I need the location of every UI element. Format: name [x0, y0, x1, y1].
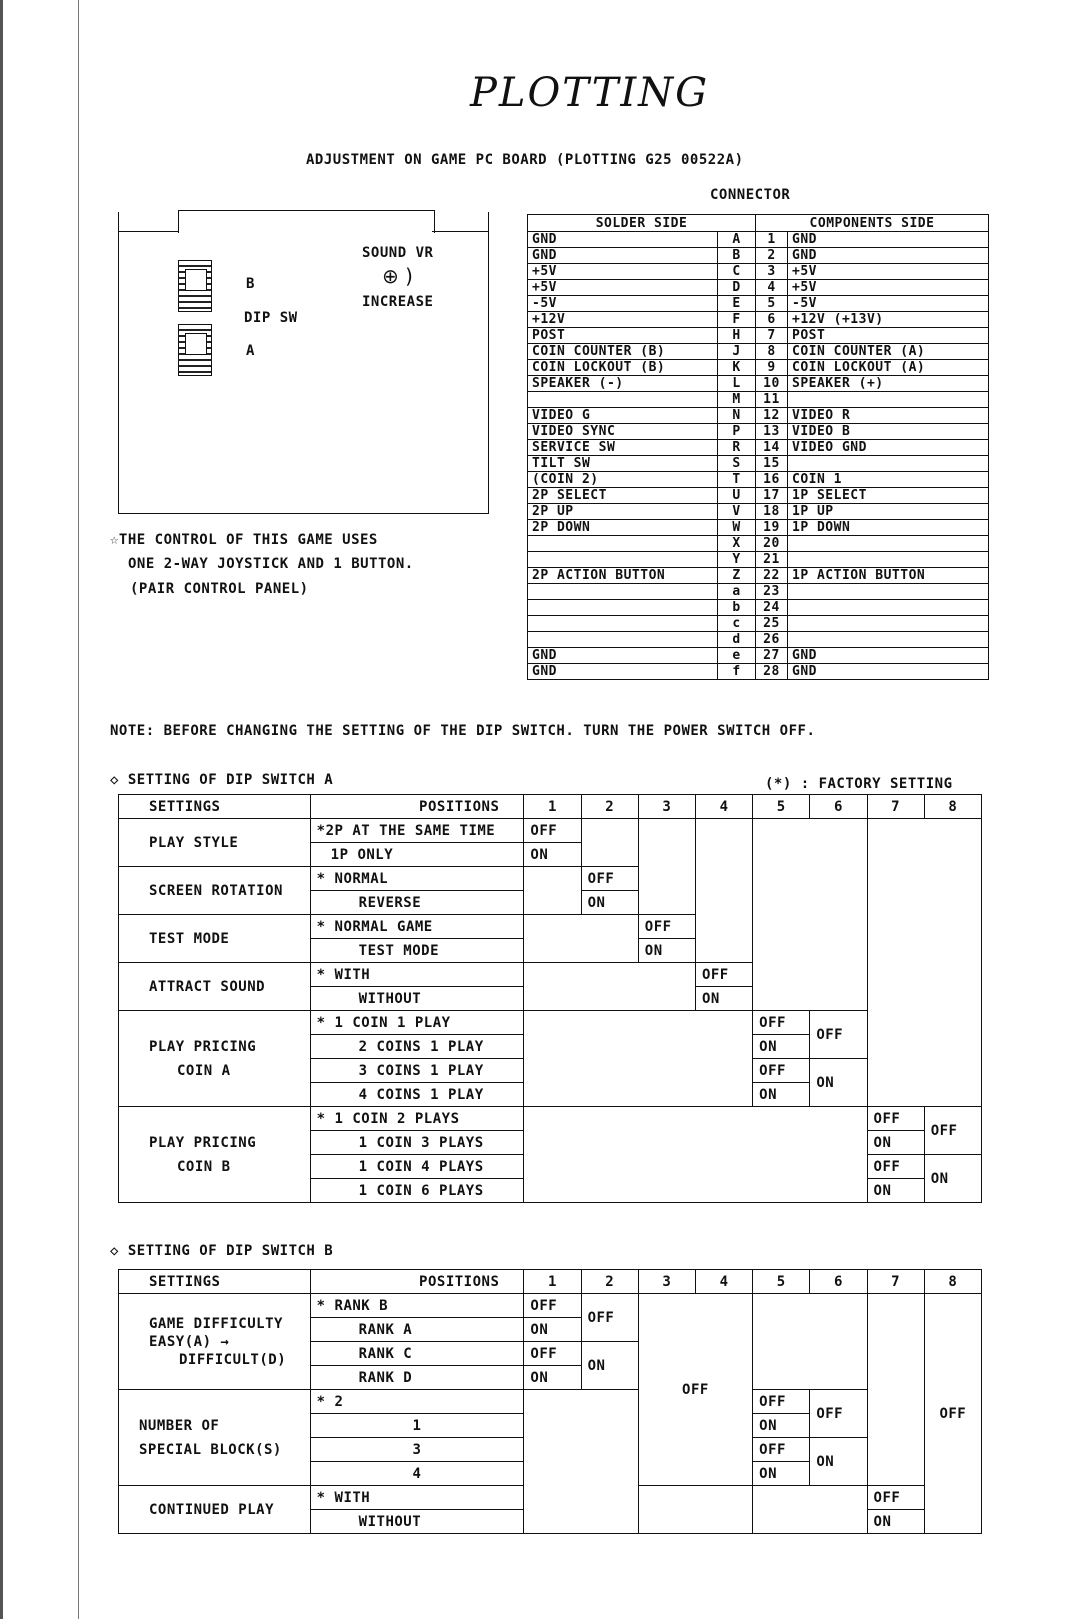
solder-side-signal: 2P DOWN: [528, 520, 718, 536]
special-blocks-subtitle: SPECIAL BLOCK(S): [139, 1441, 282, 1458]
components-side-signal: COIN 1: [788, 472, 989, 488]
dip-a-header-row: [119, 795, 982, 819]
table-row: [528, 376, 989, 392]
switch-value: OFF: [753, 1438, 810, 1462]
table-row: [528, 424, 989, 440]
switch-value: ON: [810, 1059, 867, 1107]
component-pin-number: 25: [756, 616, 788, 632]
empty-cell: [581, 819, 638, 867]
empty-cell: [524, 1011, 753, 1107]
component-pin-number: 21: [756, 552, 788, 568]
empty-cell: [753, 1486, 867, 1534]
components-side-signal: [788, 536, 989, 552]
table-row: [528, 600, 989, 616]
solder-side-signal: [528, 392, 718, 408]
switch-2-header: 2: [581, 1270, 638, 1294]
empty-cell: [638, 1486, 752, 1534]
switch-value: OFF: [924, 1107, 981, 1155]
solder-pin-letter: C: [718, 264, 756, 280]
test-mode-option: TEST MODE: [310, 939, 524, 963]
positions-header: POSITIONS: [310, 1270, 524, 1294]
component-pin-number: 26: [756, 632, 788, 648]
components-side-header: COMPONENTS SIDE: [756, 215, 989, 232]
switch-value: OFF: [581, 867, 638, 891]
dip-switch-a-icon: [178, 324, 212, 376]
empty-cell: [524, 915, 638, 963]
connector-header-row: [528, 215, 989, 232]
solder-side-header: SOLDER SIDE: [528, 215, 756, 232]
attract-sound-label: ATTRACT SOUND: [119, 963, 311, 1011]
play-pricing-label: PLAY PRICING: [149, 1134, 257, 1151]
component-pin-number: 9: [756, 360, 788, 376]
table-row: [528, 248, 989, 264]
table-row: [119, 1294, 982, 1318]
component-pin-number: 27: [756, 648, 788, 664]
table-row: [528, 344, 989, 360]
solder-pin-letter: T: [718, 472, 756, 488]
components-side-signal: VIDEO GND: [788, 440, 989, 456]
table-row: [528, 616, 989, 632]
game-difficulty-label: [119, 1294, 311, 1390]
switch-8-header: 8: [924, 795, 981, 819]
empty-cell: [524, 867, 581, 915]
difficulty-option: * RANK B: [310, 1294, 524, 1318]
table-row: [528, 264, 989, 280]
switch-3-4-value: OFF: [638, 1294, 752, 1486]
play-pricing-label: PLAY PRICING: [149, 1038, 257, 1055]
settings-header: SETTINGS: [119, 1270, 311, 1294]
switch-3-header: 3: [638, 1270, 695, 1294]
switch-value: ON: [638, 939, 695, 963]
table-row: [119, 1107, 982, 1131]
solder-pin-letter: V: [718, 504, 756, 520]
switch-7-header: 7: [867, 1270, 924, 1294]
switch-value: ON: [524, 1366, 581, 1390]
solder-pin-letter: U: [718, 488, 756, 504]
component-pin-number: 18: [756, 504, 788, 520]
solder-pin-letter: R: [718, 440, 756, 456]
board-connector-tab: [178, 210, 435, 233]
component-pin-number: 28: [756, 664, 788, 680]
components-side-signal: [788, 616, 989, 632]
components-side-signal: [788, 632, 989, 648]
solder-pin-letter: A: [718, 232, 756, 248]
difficulty-option: RANK D: [310, 1366, 524, 1390]
solder-side-signal: SPEAKER (-): [528, 376, 718, 392]
component-pin-number: 23: [756, 584, 788, 600]
solder-pin-letter: Y: [718, 552, 756, 568]
components-side-signal: GND: [788, 248, 989, 264]
control-note-line-1: ☆THE CONTROL OF THIS GAME USES: [110, 532, 378, 548]
switch-value: ON: [581, 1342, 638, 1390]
switch-value: ON: [753, 1083, 810, 1107]
board-edge-right: [432, 231, 489, 232]
switch-value: ON: [924, 1155, 981, 1203]
components-side-signal: -5V: [788, 296, 989, 312]
switch-value: ON: [867, 1131, 924, 1155]
table-row: [528, 584, 989, 600]
solder-side-signal: GND: [528, 648, 718, 664]
component-pin-number: 6: [756, 312, 788, 328]
component-pin-number: 12: [756, 408, 788, 424]
continued-play-option: WITHOUT: [310, 1510, 524, 1534]
coin-a-label: COIN A: [177, 1062, 231, 1079]
table-row: [528, 280, 989, 296]
switch-value: ON: [524, 1318, 581, 1342]
switch-value: OFF: [524, 1342, 581, 1366]
special-blocks-option: * 2: [310, 1390, 524, 1414]
solder-side-signal: POST: [528, 328, 718, 344]
solder-pin-letter: X: [718, 536, 756, 552]
board-edge-left: [118, 231, 179, 232]
switch-1-header: 1: [524, 1270, 581, 1294]
components-side-signal: 1P UP: [788, 504, 989, 520]
component-pin-number: 7: [756, 328, 788, 344]
components-side-signal: VIDEO R: [788, 408, 989, 424]
components-side-signal: +5V: [788, 280, 989, 296]
components-side-signal: COIN LOCKOUT (A): [788, 360, 989, 376]
control-note-line-3: (PAIR CONTROL PANEL): [130, 581, 309, 597]
control-note-line-2: ONE 2-WAY JOYSTICK AND 1 BUTTON.: [128, 556, 414, 572]
screen-rotation-option: * NORMAL: [310, 867, 524, 891]
solder-pin-letter: c: [718, 616, 756, 632]
table-row: [528, 472, 989, 488]
switch-8-header: 8: [924, 1270, 981, 1294]
components-side-signal: [788, 584, 989, 600]
dip-a-heading: ◇ SETTING OF DIP SWITCH A: [110, 772, 334, 788]
scan-edge-line: [78, 0, 79, 1619]
coin-b-option: 1 COIN 4 PLAYS: [310, 1155, 524, 1179]
table-row: [528, 488, 989, 504]
switch-value: OFF: [524, 1294, 581, 1318]
scan-edge-shadow: [0, 0, 3, 1619]
solder-pin-letter: J: [718, 344, 756, 360]
solder-pin-letter: D: [718, 280, 756, 296]
table-row: [528, 536, 989, 552]
coin-a-option: * 1 COIN 1 PLAY: [310, 1011, 524, 1035]
solder-side-signal: GND: [528, 664, 718, 680]
component-pin-number: 11: [756, 392, 788, 408]
components-side-signal: 1P ACTION BUTTON: [788, 568, 989, 584]
solder-pin-letter: F: [718, 312, 756, 328]
solder-side-signal: [528, 536, 718, 552]
play-style-label: PLAY STYLE: [119, 819, 311, 867]
components-side-signal: GND: [788, 232, 989, 248]
switch-3-header: 3: [638, 795, 695, 819]
difficulty-range-end: DIFFICULT(D): [179, 1351, 287, 1368]
solder-pin-letter: E: [718, 296, 756, 312]
table-row: [528, 296, 989, 312]
page-subtitle: ADJUSTMENT ON GAME PC BOARD (PLOTTING G25 00522A): [306, 152, 744, 168]
coin-a-option: 3 COINS 1 PLAY: [310, 1059, 524, 1083]
switch-value: OFF: [753, 1059, 810, 1083]
empty-cell: [524, 963, 696, 1011]
dip-change-note: NOTE: BEFORE CHANGING THE SETTING OF THE DIP SWITCH. TURN THE POWER SWITCH OFF.: [110, 723, 816, 739]
solder-pin-letter: f: [718, 664, 756, 680]
switch-value: OFF: [581, 1294, 638, 1342]
switch-value: OFF: [810, 1011, 867, 1059]
switch-value: ON: [753, 1462, 810, 1486]
dip-b-header-row: [119, 1270, 982, 1294]
solder-pin-letter: K: [718, 360, 756, 376]
switch-value: OFF: [867, 1107, 924, 1131]
play-pricing-coin-a-label: [119, 1011, 311, 1107]
test-mode-label: TEST MODE: [119, 915, 311, 963]
switch-5-header: 5: [753, 1270, 810, 1294]
dip-switch-b-icon: [178, 260, 212, 312]
solder-pin-letter: B: [718, 248, 756, 264]
solder-side-signal: VIDEO G: [528, 408, 718, 424]
dip-b-label: B: [246, 276, 255, 292]
table-row: [528, 456, 989, 472]
empty-cell: [695, 819, 752, 963]
positions-header: POSITIONS: [310, 795, 524, 819]
switch-value: ON: [753, 1035, 810, 1059]
solder-side-signal: COIN LOCKOUT (B): [528, 360, 718, 376]
screen-rotation-label: SCREEN ROTATION: [119, 867, 311, 915]
difficulty-option: RANK C: [310, 1342, 524, 1366]
game-difficulty-title: GAME DIFFICULTY: [149, 1315, 283, 1332]
solder-pin-letter: W: [718, 520, 756, 536]
table-row: [528, 328, 989, 344]
switch-6-header: 6: [810, 795, 867, 819]
empty-cell: [753, 1294, 867, 1390]
solder-pin-letter: d: [718, 632, 756, 648]
solder-side-signal: GND: [528, 248, 718, 264]
solder-side-signal: TILT SW: [528, 456, 718, 472]
settings-header: SETTINGS: [119, 795, 311, 819]
dip-b-heading: ◇ SETTING OF DIP SWITCH B: [110, 1243, 334, 1259]
solder-side-signal: COIN COUNTER (B): [528, 344, 718, 360]
solder-side-signal: VIDEO SYNC: [528, 424, 718, 440]
solder-side-signal: 2P SELECT: [528, 488, 718, 504]
coin-b-option: * 1 COIN 2 PLAYS: [310, 1107, 524, 1131]
switch-1-header: 1: [524, 795, 581, 819]
solder-pin-letter: M: [718, 392, 756, 408]
coin-a-option: 4 COINS 1 PLAY: [310, 1083, 524, 1107]
empty-cell: [524, 1390, 638, 1534]
play-pricing-coin-b-label: [119, 1107, 311, 1203]
attract-sound-option: WITHOUT: [310, 987, 524, 1011]
switch-6-header: 6: [810, 1270, 867, 1294]
table-row: [528, 232, 989, 248]
components-side-signal: GND: [788, 648, 989, 664]
table-row: [528, 520, 989, 536]
solder-side-signal: [528, 584, 718, 600]
attract-sound-option: * WITH: [310, 963, 524, 987]
table-row: [528, 312, 989, 328]
component-pin-number: 15: [756, 456, 788, 472]
difficulty-option: RANK A: [310, 1318, 524, 1342]
connector-label: CONNECTOR: [710, 187, 791, 203]
solder-pin-letter: P: [718, 424, 756, 440]
switch-value: OFF: [867, 1486, 924, 1510]
solder-pin-letter: L: [718, 376, 756, 392]
solder-pin-letter: Z: [718, 568, 756, 584]
switch-8-value: OFF: [924, 1294, 981, 1534]
component-pin-number: 5: [756, 296, 788, 312]
component-pin-number: 24: [756, 600, 788, 616]
solder-pin-letter: a: [718, 584, 756, 600]
solder-side-signal: +12V: [528, 312, 718, 328]
table-row: [528, 664, 989, 680]
table-row: [528, 408, 989, 424]
component-pin-number: 4: [756, 280, 788, 296]
component-pin-number: 20: [756, 536, 788, 552]
table-row: [528, 568, 989, 584]
table-row: [528, 440, 989, 456]
special-blocks-option: 1: [310, 1414, 524, 1438]
solder-side-signal: +5V: [528, 280, 718, 296]
empty-cell: [867, 1294, 924, 1486]
dip-sw-label: DIP SW: [244, 310, 298, 326]
component-pin-number: 19: [756, 520, 788, 536]
solder-pin-letter: H: [718, 328, 756, 344]
empty-cell: [524, 1107, 867, 1203]
component-pin-number: 14: [756, 440, 788, 456]
component-pin-number: 10: [756, 376, 788, 392]
solder-pin-letter: e: [718, 648, 756, 664]
continued-play-option: * WITH: [310, 1486, 524, 1510]
components-side-signal: COIN COUNTER (A): [788, 344, 989, 360]
coin-b-option: 1 COIN 3 PLAYS: [310, 1131, 524, 1155]
table-row: [528, 552, 989, 568]
components-side-signal: [788, 552, 989, 568]
factory-setting-legend: (*) : FACTORY SETTING: [765, 776, 953, 792]
table-row: [528, 648, 989, 664]
component-pin-number: 16: [756, 472, 788, 488]
switch-value: ON: [753, 1414, 810, 1438]
switch-value: ON: [695, 987, 752, 1011]
component-pin-number: 22: [756, 568, 788, 584]
component-pin-number: 17: [756, 488, 788, 504]
coin-b-label: COIN B: [177, 1158, 231, 1175]
solder-side-signal: [528, 552, 718, 568]
components-side-signal: 1P DOWN: [788, 520, 989, 536]
special-blocks-label: [119, 1390, 311, 1486]
coin-b-option: 1 COIN 6 PLAYS: [310, 1179, 524, 1203]
solder-side-signal: (COIN 2): [528, 472, 718, 488]
continued-play-label: CONTINUED PLAY: [119, 1486, 311, 1534]
switch-value: OFF: [638, 915, 695, 939]
play-style-option: *2P AT THE SAME TIME: [310, 819, 524, 843]
solder-side-signal: GND: [528, 232, 718, 248]
table-row: [528, 392, 989, 408]
switch-value: ON: [810, 1438, 867, 1486]
switch-value: OFF: [810, 1390, 867, 1438]
switch-value: ON: [867, 1179, 924, 1203]
table-row: [528, 632, 989, 648]
dip-a-table: [118, 794, 982, 1203]
play-style-option: 1P ONLY: [310, 843, 524, 867]
screen-rotation-option: REVERSE: [310, 891, 524, 915]
solder-side-signal: [528, 616, 718, 632]
sound-vr-label: SOUND VR: [362, 245, 434, 261]
page-title: PLOTTING: [470, 70, 710, 116]
solder-side-signal: 2P UP: [528, 504, 718, 520]
connector-pinout-table: [527, 214, 989, 680]
solder-side-signal: [528, 600, 718, 616]
switch-value: OFF: [524, 819, 581, 843]
coin-a-option: 2 COINS 1 PLAY: [310, 1035, 524, 1059]
components-side-signal: +12V (+13V): [788, 312, 989, 328]
component-pin-number: 13: [756, 424, 788, 440]
switch-value: OFF: [753, 1390, 810, 1414]
solder-side-signal: [528, 632, 718, 648]
components-side-signal: GND: [788, 664, 989, 680]
switch-value: OFF: [695, 963, 752, 987]
difficulty-range-start: EASY(A) →: [149, 1333, 230, 1350]
dip-b-table: [118, 1269, 982, 1534]
solder-side-signal: SERVICE SW: [528, 440, 718, 456]
component-pin-number: 1: [756, 232, 788, 248]
switch-value: OFF: [753, 1011, 810, 1035]
table-row: [119, 1011, 982, 1035]
components-side-signal: SPEAKER (+): [788, 376, 989, 392]
empty-cell: [753, 819, 867, 1011]
switch-5-header: 5: [753, 795, 810, 819]
component-pin-number: 8: [756, 344, 788, 360]
components-side-signal: [788, 456, 989, 472]
components-side-signal: +5V: [788, 264, 989, 280]
volume-knob-icon: ⊕ ): [382, 264, 413, 288]
table-row: [119, 819, 982, 843]
empty-cell: [867, 819, 981, 1107]
components-side-signal: 1P SELECT: [788, 488, 989, 504]
dip-a-label: A: [246, 343, 255, 359]
switch-value: ON: [524, 843, 581, 867]
solder-pin-letter: S: [718, 456, 756, 472]
table-row: [119, 1390, 982, 1414]
switch-value: OFF: [867, 1155, 924, 1179]
switch-2-header: 2: [581, 795, 638, 819]
special-blocks-option: 3: [310, 1438, 524, 1462]
special-blocks-title: NUMBER OF: [139, 1417, 220, 1434]
components-side-signal: POST: [788, 328, 989, 344]
solder-side-signal: -5V: [528, 296, 718, 312]
solder-pin-letter: b: [718, 600, 756, 616]
switch-4-header: 4: [695, 795, 752, 819]
component-pin-number: 2: [756, 248, 788, 264]
switch-value: ON: [581, 891, 638, 915]
solder-side-signal: 2P ACTION BUTTON: [528, 568, 718, 584]
components-side-signal: [788, 600, 989, 616]
components-side-signal: VIDEO B: [788, 424, 989, 440]
table-row: [528, 504, 989, 520]
switch-7-header: 7: [867, 795, 924, 819]
increase-label: INCREASE: [362, 294, 434, 310]
components-side-signal: [788, 392, 989, 408]
switch-value: ON: [867, 1510, 924, 1534]
switch-4-header: 4: [695, 1270, 752, 1294]
empty-cell: [638, 819, 695, 915]
solder-pin-letter: N: [718, 408, 756, 424]
test-mode-option: * NORMAL GAME: [310, 915, 524, 939]
special-blocks-option: 4: [310, 1462, 524, 1486]
table-row: [528, 360, 989, 376]
solder-side-signal: +5V: [528, 264, 718, 280]
component-pin-number: 3: [756, 264, 788, 280]
